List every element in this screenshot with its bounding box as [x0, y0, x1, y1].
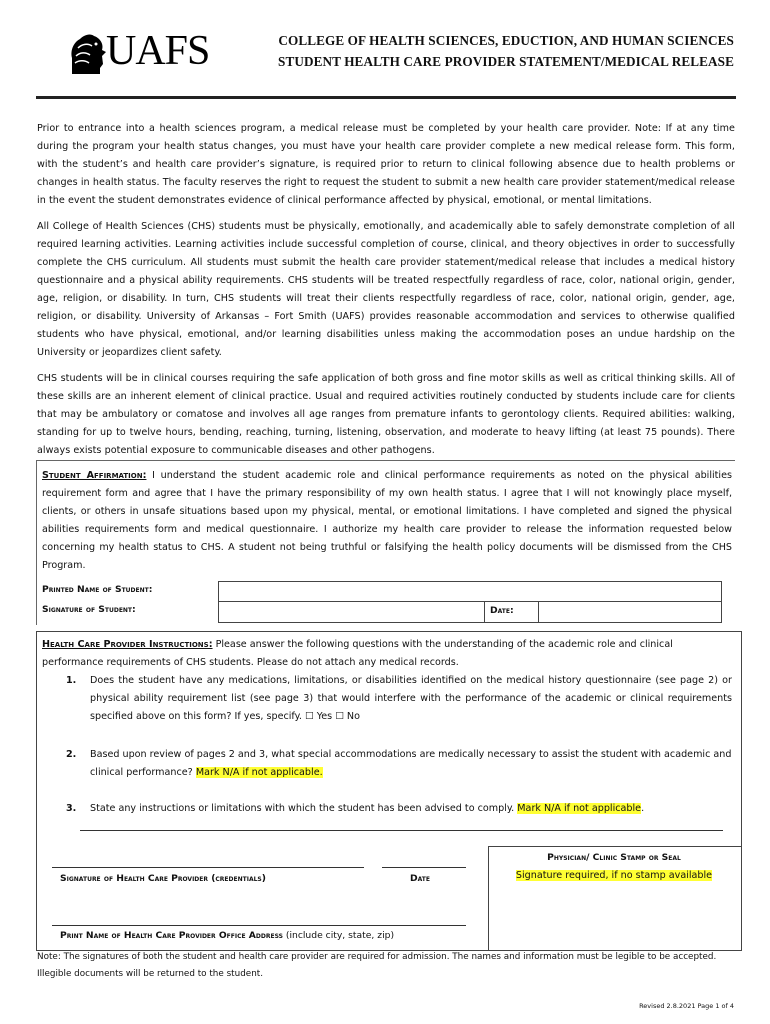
provider-signature-line[interactable]	[52, 867, 364, 868]
signature-divider	[484, 601, 485, 622]
question-2-text: Based upon review of pages 2 and 3, what special accommodations are medically necessary to assist the student with academic and clinical performance?	[90, 749, 732, 778]
intro-paragraph-3: CHS students will be in clinical courses requiring the safe application of both gross and fine motor skills as well as critical thinking skills. All of these skills are an inherent element of clinical practice. Usual and required activities routinely conducted by students include care for clients that may be ambulatory or comatose and involves all age ranges from premature infants to gerontology clients. Required abilities: walking, standing for up to twelve hours, bending, reaching, turning, listening, observation, and moderate to heavy lifting (at least 75 pounds). There always exists potential exposure to communicable diseases and other pathogens.	[37, 373, 735, 456]
provider-address-label-a: Print Name of Health Care Provider Office Address	[60, 930, 283, 941]
title-line-2: STUDENT HEALTH CARE PROVIDER STATEMENT/MEDICAL RELEASE	[278, 54, 734, 69]
question-2-number: 2.	[66, 749, 77, 760]
stamp-note: Signature required, if no stamp available	[515, 870, 713, 881]
uafs-logo	[66, 30, 216, 76]
question-1	[90, 672, 732, 726]
student-date-field[interactable]	[539, 602, 721, 622]
student-signature-table	[218, 581, 722, 623]
provider-instructions	[42, 636, 734, 672]
revision-page-info: Revised 2.8.2021 Page 1 of 4	[639, 1002, 734, 1010]
provider-intro: Please answer the following questions with the understanding of the academic role and clinical performance requirements of CHS students. Please do not attach any medical records.	[42, 639, 673, 668]
question-3-number: 3.	[66, 803, 77, 814]
page-title	[240, 30, 734, 72]
provider-address-label-b: (include city, state, zip)	[282, 930, 395, 941]
title-line-1: COLLEGE OF HEALTH SCIENCES, EDUCTION, AND HUMAN SCIENCES	[278, 33, 734, 48]
printed-name-field[interactable]	[219, 582, 721, 602]
intro-paragraph-2: All College of Health Sciences (CHS) students must be physically, emotionally, and academically able to safely demonstrate completion of all required learning activities. Learning activities include successful completion of course, clinical, and theory objectives in order to successfully complete the CHS curriculum. All students must submit the health care provider statement/medical release that includes a medical history questionnaire and a physical ability requirements. CHS students will be treated respectfully regardless of race, color, national origin, gender, age, religion, or disability. In turn, CHS students will treat their clients respectfully regardless of race, color, national origin, gender, age, religion, or disability. University of Arkansas – Fort Smith (UAFS) provides reasonable accommodation and services to otherwise qualified students who have physical, emotional, and/or learning disabilities unless making the accommodation poses an undue hardship on the University or jeopardizes client safety.	[37, 221, 735, 358]
provider-heading: Health Care Provider Instructions:	[42, 639, 213, 650]
student-signature-field[interactable]	[219, 602, 484, 622]
provider-address-label	[60, 930, 394, 941]
affirmation-text	[42, 467, 732, 575]
header-divider	[36, 96, 736, 99]
question-2	[90, 746, 732, 782]
provider-signature-label: Signature of Health Care Provider (credentials)	[60, 873, 266, 884]
affirmation-heading: Student Affirmation:	[42, 470, 147, 481]
intro-paragraph-1: Prior to entrance into a health sciences program, a medical release must be completed by your health care provider. Note: If at any time during the program your health status changes, you must have your health care provider complete a new medical release form. This form, with the student’s and health care provider’s signature, is required prior to return to clinical following absence due to health problems or changes in health status. The faculty reserves the right to request the student to submit a new health care provider statement/medical release in the event the student demonstrates evidence of clinical performance affected by physical, emotional, or mental limitations.	[37, 123, 735, 206]
provider-date-line[interactable]	[382, 867, 466, 868]
yes-checkbox[interactable]: ☐ Yes	[305, 711, 333, 722]
question-1-text: Does the student have any medications, limitations, or disabilities identified on the medical history questionnaire (see page 2) or physical ability requirement list (see page 3) that would interfere with the performance of the academic or clinical requirements specified above on this form? If yes, specify.	[90, 675, 732, 722]
question-3-text: State any instructions or limitations with which the student has been advised to comply.	[90, 803, 518, 814]
stamp-note-wrap	[488, 870, 740, 881]
question-2-highlight: Mark N/A if not applicable.	[195, 767, 323, 778]
stamp-label: Physician/ Clinic Stamp or Seal	[547, 852, 681, 863]
question-1-number: 1.	[66, 675, 77, 686]
provider-date-label: Date	[410, 873, 430, 884]
student-signature-label: Signature of Student:	[42, 604, 136, 615]
question-3-highlight: Mark N/A if not applicable	[517, 803, 642, 814]
printed-name-label: Printed Name of Student:	[42, 584, 153, 595]
affirmation-body: I understand the student academic role and clinical performance requirements as noted on the physical abilities requirement form and agree that I have the primary responsibility of my own health status. I agree that I will not knowingly place myself, clients, or others in unsafe situations based upon my physical, mental, or emotional limitations. I have completed and signed the physical abilities requirements form and medical questionnaire. I authorize my health care provider to release the information requested below concerning my health status to CHS. A student not being truthful or falsifying the health policy documents will be dismissed from the CHS Program.	[42, 470, 732, 571]
logo-wordmark: UAFS	[106, 28, 210, 74]
footer-note: Note: The signatures of both the student and health care provider are required for admission. The names and information must be legible to be accepted. Illegible documents will be returned to the student.	[37, 952, 717, 979]
no-checkbox[interactable]: ☐ No	[335, 711, 360, 722]
provider-address-line[interactable]	[52, 925, 466, 926]
lion-icon	[66, 30, 108, 76]
date-label: Date:	[490, 605, 514, 616]
answer-line[interactable]	[80, 830, 723, 831]
question-3-end: .	[641, 803, 645, 814]
question-3	[90, 800, 732, 818]
